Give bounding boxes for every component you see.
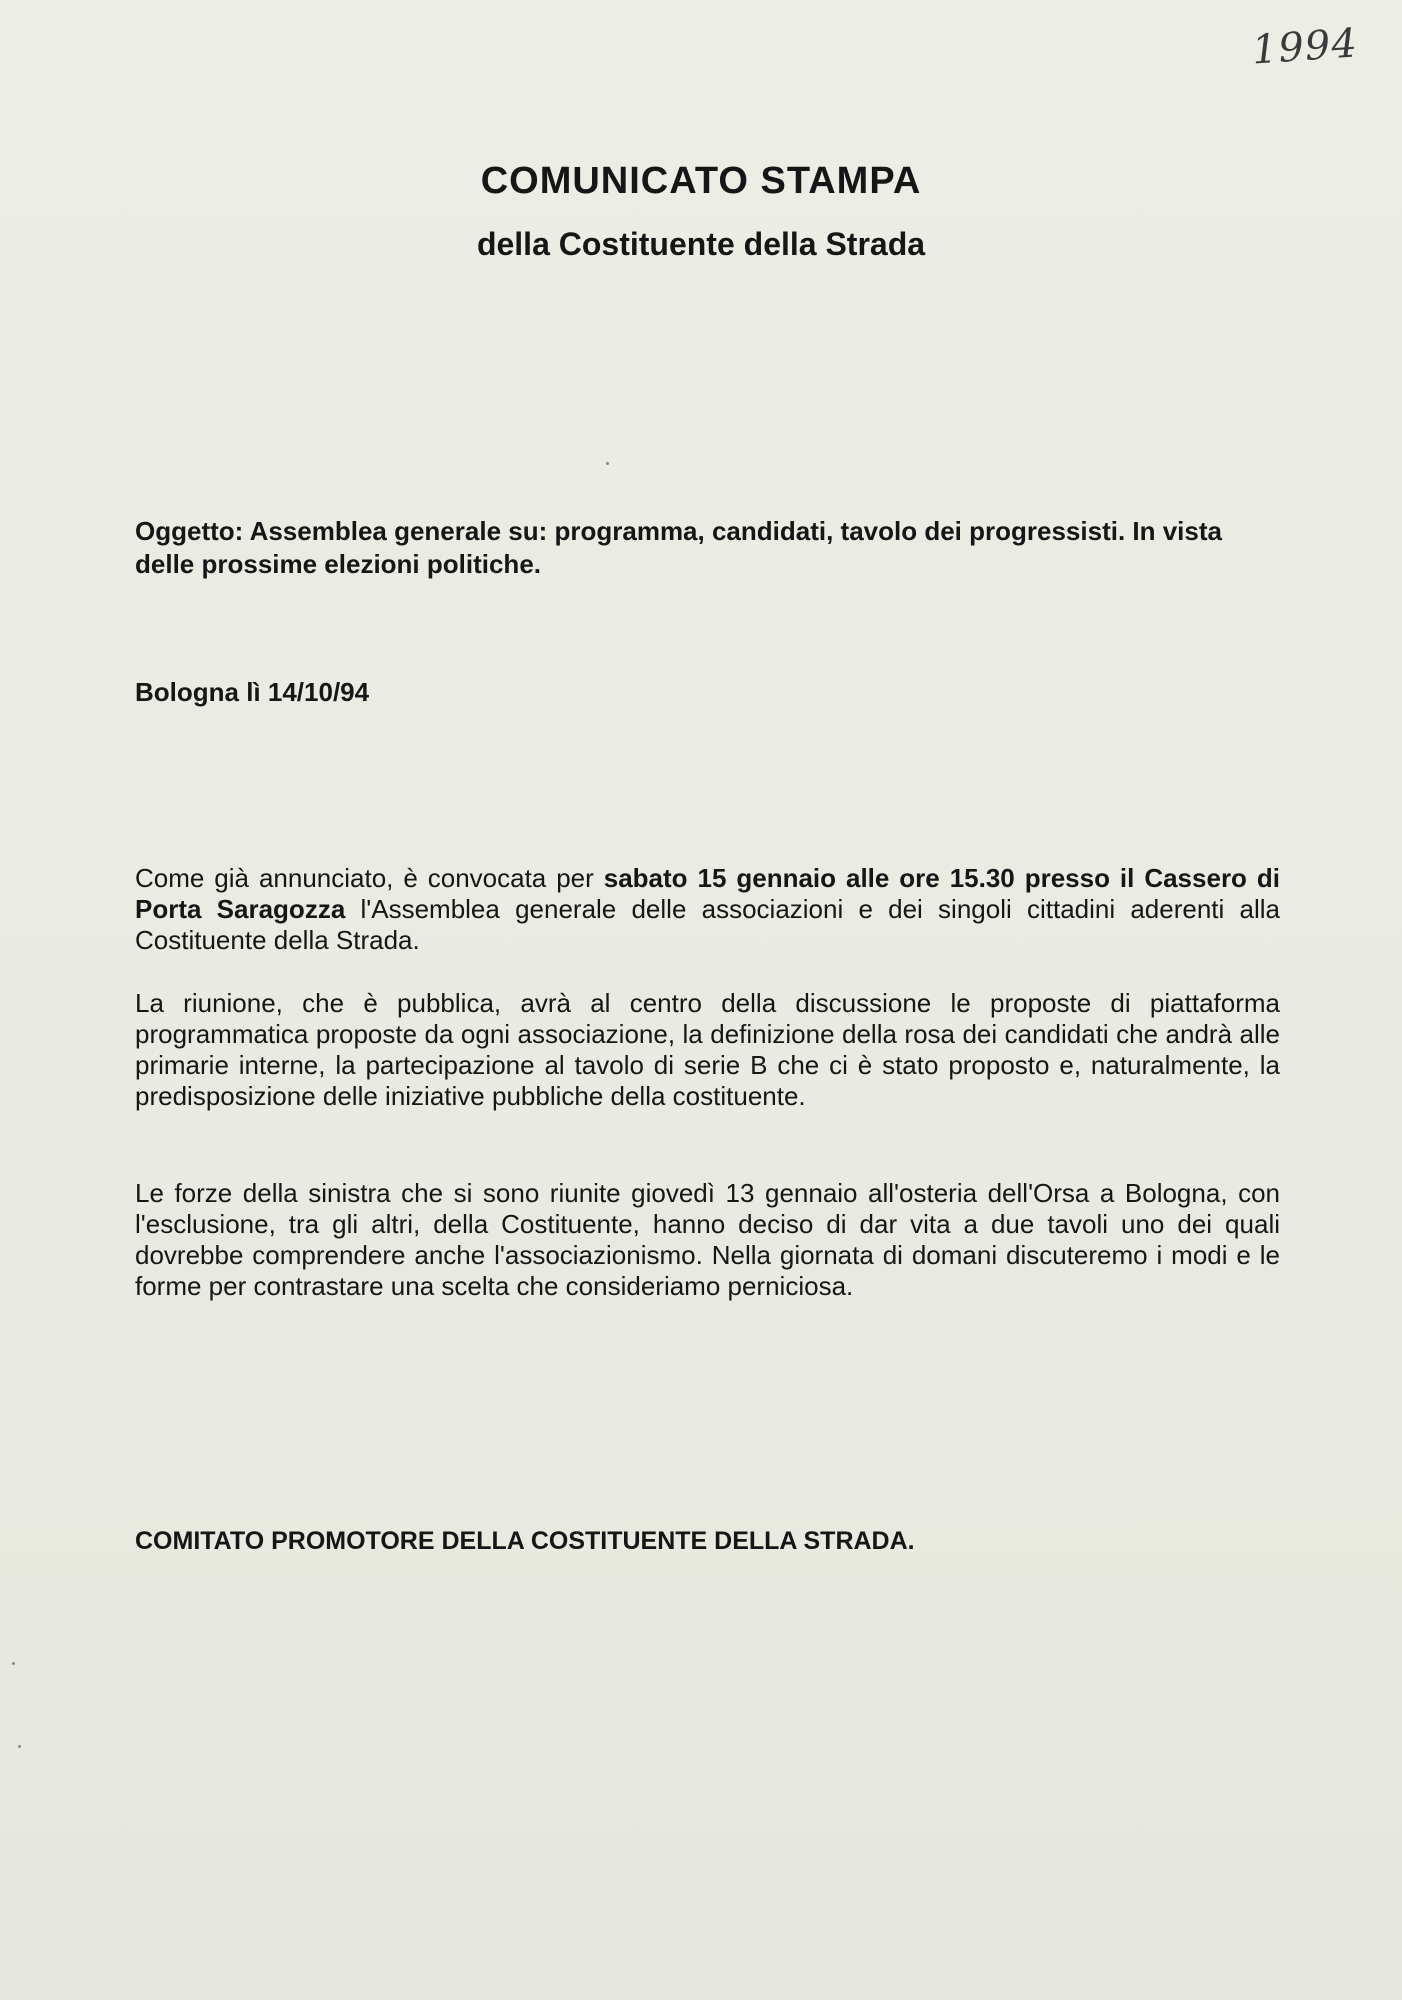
paragraph-left-forces: Le forze della sinistra che si sono riunite giovedì 13 gennaio all'osteria dell'Orsa a Bologna, con l'esclusione, tra gli altri, della Costituente, hanno deciso di dar vita a due tavoli uno dei quali dovrebbe comprendere anche l'associazionismo. Nella giornata di domani discuteremo i modi e le forme per contrastare una scelta che consideriamo perniciosa. [135,1178,1280,1301]
subject-line: Oggetto: Assemblea generale su: programma, candidati, tavolo dei progressisti. In vista delle prossime elezioni politiche. [135,516,1222,579]
paragraph-announcement-highlight: sabato 15 gennaio alle ore 15.30 presso il Cassero di Porta Saragozza [135,863,1280,924]
paper-speck [606,462,609,465]
paper-speck [18,1745,21,1748]
paragraph-announcement-intro: Come già annunciato, è convocata per [135,863,604,893]
press-release-title: COMUNICATO STAMPA [480,160,922,202]
paragraph-announcement [135,863,1280,956]
handwritten-year-note: 1994 [1250,20,1360,74]
paragraph-announcement-rest: l'Assemblea generale delle associazioni e dei singoli cittadini aderenti alla Costituente della Strada. [135,894,1280,955]
paragraph-meeting-agenda: La riunione, che è pubblica, avrà al centro della discussione le proposte di piattaforma programmatica proposte da ogni associazione, la definizione della rosa dei candidati che andrà alle primarie interne, la partecipazione al tavolo di serie B che ci è stato proposto e, naturalmente, la predisposizione delle iniziative pubbliche della costituente. [135,988,1280,1111]
signature-committee: COMITATO PROMOTORE DELLA COSTITUENTE DELLA STRADA. [135,1527,915,1555]
press-release-subtitle: della Costituente della Strada [476,226,926,262]
paper-speck [12,1662,15,1665]
date-line: Bologna lì 14/10/94 [135,677,370,707]
